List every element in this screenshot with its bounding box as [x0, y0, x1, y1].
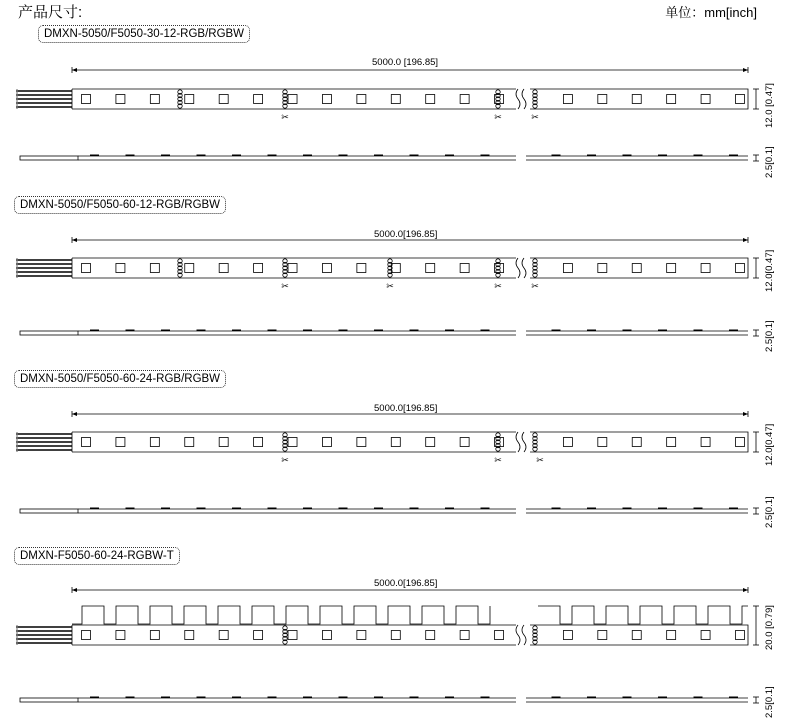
led-4-19	[736, 631, 745, 640]
led-4-14	[563, 631, 572, 640]
side-led-1-729	[729, 155, 738, 157]
side-led-3-126	[126, 508, 135, 510]
led-2-16	[632, 264, 641, 273]
side-profile-right-3	[526, 509, 748, 513]
strip-outline-left-3	[72, 432, 516, 452]
length-arrow-3-arrow-right	[743, 412, 748, 416]
thickness-dimension-1: 2.5[0.1]	[764, 146, 775, 178]
led-1-4	[219, 95, 228, 104]
led-2-14	[563, 264, 572, 273]
length-arrow-1-arrow-left	[72, 68, 77, 72]
side-led-3-268	[268, 508, 277, 510]
led-1-3	[185, 95, 194, 104]
led-3-18	[701, 438, 710, 447]
side-led-1-587	[587, 155, 596, 157]
length-arrow-4-arrow-left	[72, 588, 77, 592]
scissors-icon-2-0: ✂	[281, 282, 289, 292]
side-led-1-197	[197, 155, 206, 157]
length-dimension-4: 5000.0[196.85]	[374, 578, 438, 589]
led-1-19	[736, 95, 745, 104]
side-cable-2	[20, 331, 78, 335]
scissors-icon-2-2: ✂	[494, 282, 502, 292]
led-4-10	[426, 631, 435, 640]
side-led-1-481	[481, 155, 490, 157]
side-led-3-339	[339, 508, 348, 510]
side-led-3-658	[658, 508, 667, 510]
side-led-1-552	[552, 155, 561, 157]
side-led-2-552	[552, 330, 561, 332]
side-led-2-410	[410, 330, 419, 332]
led-1-15	[598, 95, 607, 104]
scissors-icon-2-3: ✂	[531, 282, 539, 292]
led-2-2	[150, 264, 159, 273]
led-1-14	[563, 95, 572, 104]
side-profile-right-2	[526, 331, 748, 335]
unit-label: 单位：mm[inch]	[665, 5, 757, 20]
side-led-4-197	[197, 697, 206, 699]
side-led-3-623	[623, 508, 632, 510]
side-led-1-410	[410, 155, 419, 157]
led-3-8	[357, 438, 366, 447]
side-led-3-197	[197, 508, 206, 510]
thickness-dimension-4: 2.5[0.1]	[764, 686, 775, 718]
side-led-1-339	[339, 155, 348, 157]
led-4-2	[150, 631, 159, 640]
led-1-7	[322, 95, 331, 104]
side-profile-left-3	[78, 509, 516, 513]
side-led-2-729	[729, 330, 738, 332]
side-led-3-90	[90, 508, 99, 510]
length-arrow-2-arrow-left	[72, 238, 77, 242]
side-led-3-374	[374, 508, 383, 510]
strip-break-4-b	[522, 625, 526, 645]
strip-break-1	[516, 89, 520, 109]
side-led-2-445	[445, 330, 454, 332]
scissors-icon-3-2: ✂	[536, 456, 544, 466]
led-4-3	[185, 631, 194, 640]
length-arrow-2-arrow-right	[743, 238, 748, 242]
serrated-edge-left-4	[72, 606, 490, 624]
side-led-4-268	[268, 697, 277, 699]
led-3-11	[460, 438, 469, 447]
side-led-1-374	[374, 155, 383, 157]
led-2-0	[82, 264, 91, 273]
scissors-icon-3-1: ✂	[494, 456, 502, 466]
led-4-18	[701, 631, 710, 640]
side-led-4-552	[552, 697, 561, 699]
side-cable-1	[20, 156, 78, 160]
led-4-1	[116, 631, 125, 640]
strip-outline-right-4	[530, 625, 748, 645]
side-led-1-232	[232, 155, 241, 157]
strip-outline-left-4	[72, 625, 516, 645]
side-led-2-303	[303, 330, 312, 332]
side-led-2-232	[232, 330, 241, 332]
led-1-11	[460, 95, 469, 104]
side-led-4-445	[445, 697, 454, 699]
side-led-2-268	[268, 330, 277, 332]
led-1-2	[150, 95, 159, 104]
side-led-3-694	[694, 508, 703, 510]
side-led-2-587	[587, 330, 596, 332]
side-led-1-303	[303, 155, 312, 157]
side-led-3-303	[303, 508, 312, 510]
strip-outline-left-2	[72, 258, 516, 278]
side-led-3-552	[552, 508, 561, 510]
thickness-dimension-3: 2.5[0.1]	[764, 496, 775, 528]
model-label-3: DMXN-5050/F5050-60-24-RGB/RGBW	[14, 370, 226, 388]
side-led-4-729	[729, 697, 738, 699]
model-label-1: DMXN-5050/F5050-30-12-RGB/RGBW	[38, 25, 250, 43]
strip-break-3	[516, 432, 520, 452]
led-1-6	[288, 95, 297, 104]
side-profile-right-1	[526, 156, 748, 160]
led-2-10	[426, 264, 435, 273]
length-arrow-1-arrow-right	[743, 68, 748, 72]
led-1-0	[82, 95, 91, 104]
led-2-9	[391, 264, 400, 273]
side-led-1-126	[126, 155, 135, 157]
page-title: 产品尺寸:	[18, 4, 83, 21]
side-led-2-481	[481, 330, 490, 332]
side-led-4-232	[232, 697, 241, 699]
led-4-12	[495, 631, 504, 640]
side-profile-left-2	[78, 331, 516, 335]
thickness-dimension-2: 2.5[0.1]	[764, 320, 775, 352]
led-2-17	[667, 264, 676, 273]
model-label-4: DMXN-F5050-60-24-RGBW-T	[14, 547, 180, 565]
side-led-1-161	[161, 155, 170, 157]
model-label-2: DMXN-5050/F5050-60-12-RGB/RGBW	[14, 196, 226, 214]
led-4-4	[219, 631, 228, 640]
side-led-1-268	[268, 155, 277, 157]
strip-break-3-b	[522, 432, 526, 452]
width-dimension-3: 12.0[0.47]	[764, 423, 775, 466]
scissors-icon-2-1: ✂	[386, 282, 394, 292]
side-cable-4	[20, 698, 78, 702]
side-led-2-694	[694, 330, 703, 332]
side-led-3-587	[587, 508, 596, 510]
led-2-6	[288, 264, 297, 273]
side-led-2-374	[374, 330, 383, 332]
length-dimension-3: 5000.0[196.85]	[374, 403, 438, 414]
led-1-1	[116, 95, 125, 104]
led-2-4	[219, 264, 228, 273]
led-3-0	[82, 438, 91, 447]
side-led-4-481	[481, 697, 490, 699]
side-led-4-90	[90, 697, 99, 699]
led-3-19	[736, 438, 745, 447]
side-led-3-481	[481, 508, 490, 510]
side-led-1-658	[658, 155, 667, 157]
side-led-4-374	[374, 697, 383, 699]
side-profile-right-4	[526, 698, 748, 702]
side-led-1-694	[694, 155, 703, 157]
led-2-8	[357, 264, 366, 273]
side-led-4-410	[410, 697, 419, 699]
led-4-17	[667, 631, 676, 640]
led-4-5	[254, 631, 263, 640]
led-3-15	[598, 438, 607, 447]
side-led-2-623	[623, 330, 632, 332]
led-3-10	[426, 438, 435, 447]
side-led-3-445	[445, 508, 454, 510]
led-4-11	[460, 631, 469, 640]
led-3-2	[150, 438, 159, 447]
strip-break-2-b	[522, 258, 526, 278]
side-led-4-303	[303, 697, 312, 699]
led-4-16	[632, 631, 641, 640]
strip-outline-right-3	[530, 432, 748, 452]
side-led-4-161	[161, 697, 170, 699]
side-led-3-232	[232, 508, 241, 510]
width-dimension-4: 20.0 [0.79]	[764, 605, 775, 650]
side-led-4-658	[658, 697, 667, 699]
led-2-3	[185, 264, 194, 273]
scissors-icon-1-0: ✂	[281, 113, 289, 123]
strip-outline-right-2	[530, 258, 748, 278]
scissors-icon-3-0: ✂	[281, 456, 289, 466]
side-led-3-410	[410, 508, 419, 510]
side-led-2-90	[90, 330, 99, 332]
length-arrow-3-arrow-left	[72, 412, 77, 416]
scissors-icon-1-1: ✂	[494, 113, 502, 123]
led-3-5	[254, 438, 263, 447]
led-3-6	[288, 438, 297, 447]
led-3-4	[219, 438, 228, 447]
side-led-2-197	[197, 330, 206, 332]
led-3-3	[185, 438, 194, 447]
side-led-3-161	[161, 508, 170, 510]
led-3-16	[632, 438, 641, 447]
strip-break-2	[516, 258, 520, 278]
width-dimension-1: 12.0 [0.47]	[764, 83, 775, 128]
side-led-2-339	[339, 330, 348, 332]
width-dimension-2: 12.0[0.47]	[764, 249, 775, 292]
side-led-1-623	[623, 155, 632, 157]
length-dimension-2: 5000.0[196.85]	[374, 229, 438, 240]
led-4-8	[357, 631, 366, 640]
led-3-1	[116, 438, 125, 447]
led-1-9	[391, 95, 400, 104]
led-1-17	[667, 95, 676, 104]
side-led-4-339	[339, 697, 348, 699]
led-3-14	[563, 438, 572, 447]
led-1-10	[426, 95, 435, 104]
side-led-4-126	[126, 697, 135, 699]
led-1-8	[357, 95, 366, 104]
led-2-11	[460, 264, 469, 273]
strip-outline-right-1	[530, 89, 748, 109]
length-dimension-1: 5000.0 [196.85]	[372, 57, 439, 68]
led-1-5	[254, 95, 263, 104]
strip-break-4	[516, 625, 520, 645]
scissors-icon-1-2: ✂	[531, 113, 539, 123]
led-3-17	[667, 438, 676, 447]
led-4-0	[82, 631, 91, 640]
side-led-2-161	[161, 330, 170, 332]
side-led-3-729	[729, 508, 738, 510]
side-profile-left-4	[78, 698, 516, 702]
side-led-4-587	[587, 697, 596, 699]
led-3-7	[322, 438, 331, 447]
side-led-4-623	[623, 697, 632, 699]
side-led-4-694	[694, 697, 703, 699]
side-led-2-126	[126, 330, 135, 332]
side-cable-3	[20, 509, 78, 513]
led-2-5	[254, 264, 263, 273]
serrated-edge-right-4	[538, 606, 748, 624]
led-2-1	[116, 264, 125, 273]
strip-break-1-b	[522, 89, 526, 109]
side-led-1-90	[90, 155, 99, 157]
led-2-19	[736, 264, 745, 273]
strip-outline-left-1	[72, 89, 516, 109]
led-1-18	[701, 95, 710, 104]
led-2-15	[598, 264, 607, 273]
side-led-1-445	[445, 155, 454, 157]
led-4-15	[598, 631, 607, 640]
length-arrow-4-arrow-right	[743, 588, 748, 592]
side-profile-left-1	[78, 156, 516, 160]
led-2-18	[701, 264, 710, 273]
led-4-7	[322, 631, 331, 640]
led-3-9	[391, 438, 400, 447]
led-4-9	[391, 631, 400, 640]
led-4-6	[288, 631, 297, 640]
led-1-16	[632, 95, 641, 104]
led-2-7	[322, 264, 331, 273]
side-led-2-658	[658, 330, 667, 332]
